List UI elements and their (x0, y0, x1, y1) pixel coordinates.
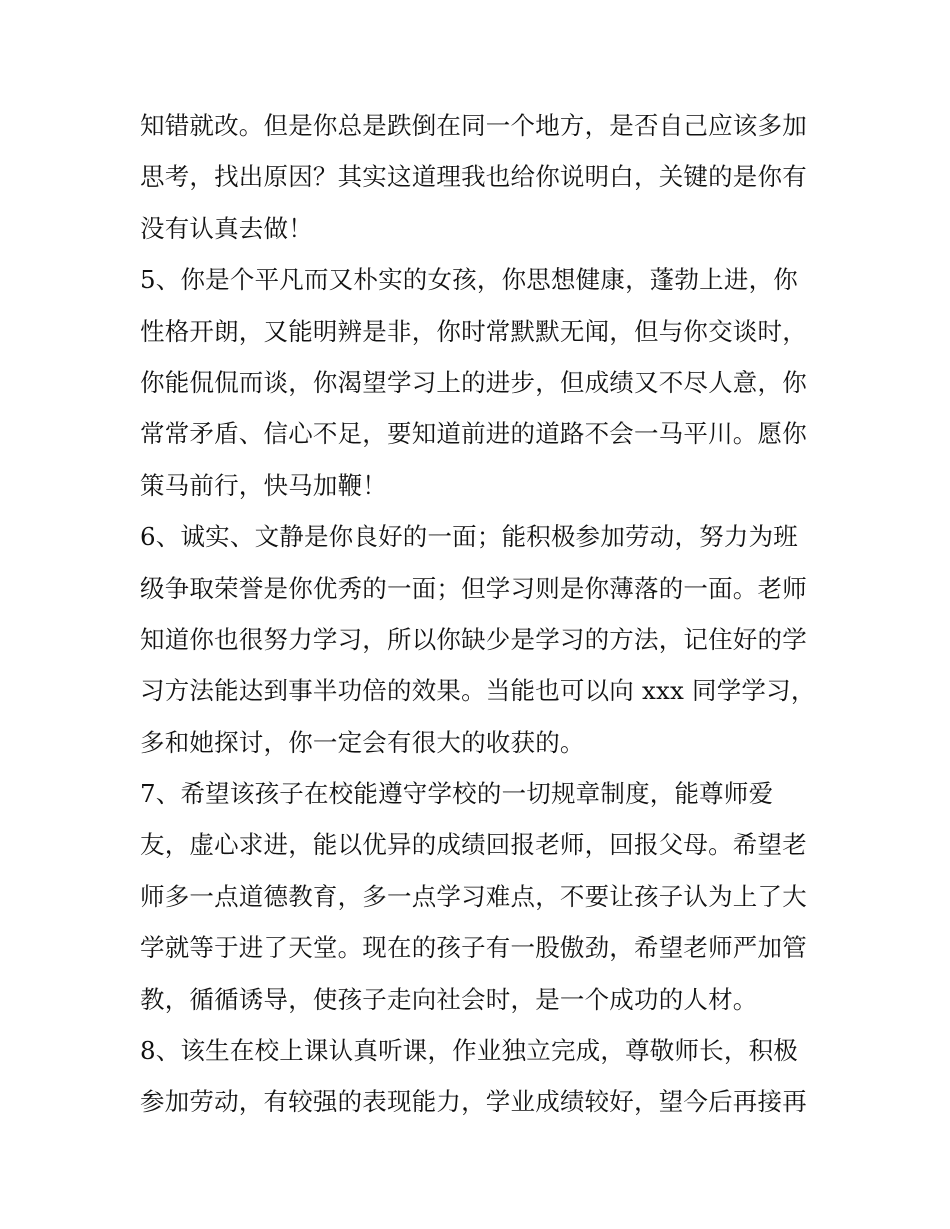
text-line: 级争取荣誉是你优秀的一面；但学习则是你薄落的一面。老师 (140, 573, 807, 603)
text-line: 没有认真去做！ (140, 213, 313, 243)
text-line: 7、希望该孩子在校能遵守学校的一切规章制度，能尊师爱 (140, 779, 774, 809)
text-line: 多和她探讨，你一定会有很大的收获的。 (140, 727, 585, 757)
text-line: 6、诚实、文静是你良好的一面；能积极参加劳动，努力为班 (140, 522, 798, 552)
text-line: 8、该生在校上课认真听课，作业独立完成，尊敬师长，积极 (140, 1036, 798, 1066)
text-line: 教，循循诱导，使孩子走向社会时，是一个成功的人材。 (140, 984, 758, 1014)
text-line: 知道你也很努力学习，所以你缺少是学习的方法，记住好的学 (140, 624, 807, 654)
text-line: 策马前行，快马加鞭！ (140, 470, 387, 500)
text-line: 思考，找出原因？其实这道理我也给你说明白，关键的是你有 (140, 162, 807, 192)
text-line: 常常矛盾、信心不足，要知道前进的道路不会一马平川。愿你 (140, 419, 807, 449)
text-line: 5、你是个平凡而又朴实的女孩，你思想健康，蓬勃上进，你 (140, 265, 798, 295)
text-line: 参加劳动，有较强的表现能力，学业成绩较好，望今后再接再 (140, 1087, 807, 1117)
text-line: 知错就改。但是你总是跌倒在同一个地方，是否自己应该多加 (140, 111, 807, 140)
text-line: 习方法能达到事半功倍的效果。当能也可以向 xxx 同学学习， (140, 676, 816, 706)
text-line: 你能侃侃而谈，你渴望学习上的进步，但成绩又不尽人意，你 (140, 367, 807, 397)
text-line: 师多一点道德教育，多一点学习难点，不要让孩子认为上了大 (140, 881, 807, 911)
text-line: 学就等于进了天堂。现在的孩子有一股傲劲，希望老师严加管 (140, 933, 807, 963)
text-line: 性格开朗，又能明辨是非，你时常默默无闻，但与你交谈时， (140, 316, 807, 346)
text-line: 友，虚心求进，能以优异的成绩回报老师，回报父母。希望老 (140, 830, 807, 860)
document-body (140, 100, 820, 1128)
